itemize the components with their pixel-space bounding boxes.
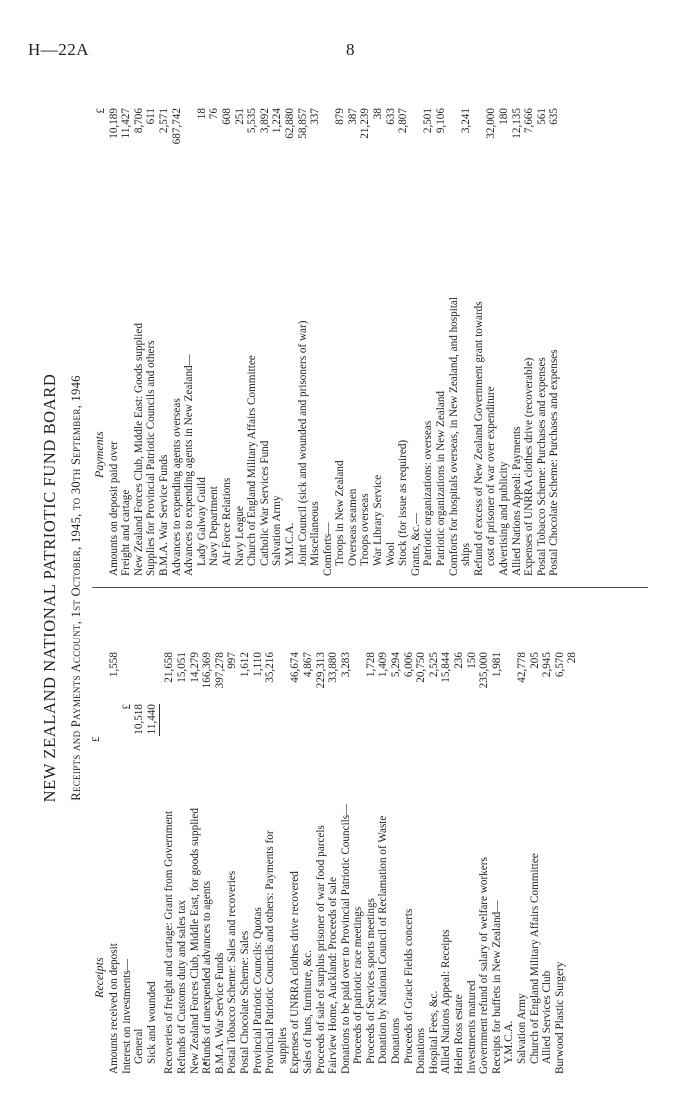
line-label: Fairview Home, Auckland: Proceeds of sale bbox=[327, 877, 340, 1074]
amount: 28 bbox=[566, 652, 579, 664]
receipt-row bbox=[365, 596, 378, 1074]
receipt-row bbox=[108, 596, 121, 1074]
amount: 633 bbox=[384, 108, 397, 125]
payment-row bbox=[422, 102, 435, 576]
line-label: Amounts on deposit paid over bbox=[107, 441, 120, 576]
line-label: Investments matured bbox=[465, 980, 478, 1074]
amount: 18 bbox=[195, 108, 208, 120]
column-divider bbox=[92, 587, 648, 588]
amount: 5,535 bbox=[246, 108, 259, 134]
amount: 6,006 bbox=[402, 652, 415, 678]
line-label: Miscellaneous bbox=[309, 501, 322, 566]
amount: 997 bbox=[226, 652, 239, 669]
receipt-row bbox=[163, 596, 176, 1074]
payment-row bbox=[511, 102, 524, 576]
amount: 1,409 bbox=[377, 652, 390, 678]
payment-row bbox=[359, 102, 372, 576]
line-label: Comforts for hospitals overseas, in New Zealand, and hospital bbox=[447, 296, 460, 576]
receipt-row bbox=[214, 596, 227, 1074]
line-label: Amounts received on deposit bbox=[108, 943, 120, 1074]
line-label: ships bbox=[460, 542, 473, 566]
line-label: Proceeds of Gracie Fields concerts bbox=[402, 908, 415, 1064]
amount: 8,706 bbox=[132, 108, 145, 134]
amount: 229,313 bbox=[314, 652, 327, 689]
line-label: cost of prisoner of war over expenditure bbox=[485, 386, 498, 566]
amount: 635 bbox=[548, 108, 561, 125]
line-label: Grants, &c.— bbox=[409, 512, 422, 576]
receipt-row bbox=[315, 596, 328, 1074]
receipt-row bbox=[403, 596, 416, 1074]
line-label: Allied Nations Appeal: Receipts bbox=[440, 929, 453, 1074]
amount: 21,658 bbox=[163, 652, 176, 683]
receipt-row bbox=[516, 596, 529, 1074]
sub-amount: £ bbox=[120, 704, 133, 710]
payment-row bbox=[120, 102, 133, 576]
line-label: Provincial Patriotic Councils and others: Payments for bbox=[264, 830, 277, 1074]
amount: 6,570 bbox=[553, 652, 566, 678]
sub-amount: 11,440 bbox=[145, 704, 158, 735]
payment-row bbox=[536, 102, 549, 576]
payment-row bbox=[334, 102, 347, 576]
amount: 1,558 bbox=[108, 652, 120, 678]
line-label: supplies bbox=[276, 1027, 289, 1064]
payments-column bbox=[92, 102, 561, 576]
receipt-row bbox=[146, 596, 159, 1074]
line-label: Proceeds of sale of surplus prisoner of war food parcels bbox=[314, 825, 327, 1074]
line-label: Postal Chocolate Scheme: Purchases and expenses bbox=[548, 349, 561, 576]
amount: 42,778 bbox=[516, 652, 528, 683]
amount: 608 bbox=[220, 108, 233, 125]
receipt-row bbox=[133, 596, 146, 1074]
amount: 337 bbox=[309, 108, 322, 125]
receipt-row bbox=[554, 596, 567, 1074]
line-label: Joint Council (sick and wounded and prisoners of war) bbox=[296, 320, 309, 566]
sub-amount: 10,518 bbox=[133, 704, 146, 735]
payment-row bbox=[548, 102, 561, 576]
payment-row bbox=[523, 102, 536, 576]
payment-row bbox=[322, 102, 335, 576]
line-label: Expenses of UNRRA clothes drive recovered bbox=[289, 871, 302, 1074]
line-label: Troops in New Zealand bbox=[334, 460, 347, 566]
amount: 251 bbox=[233, 108, 246, 125]
line-label: Proceeds of Services sports meetings bbox=[364, 898, 377, 1064]
line-label: Navy League bbox=[233, 506, 246, 566]
receipt-row bbox=[277, 596, 290, 1074]
amount: 21,239 bbox=[359, 108, 372, 139]
amount: 4,867 bbox=[301, 652, 314, 678]
receipt-row bbox=[390, 596, 403, 1074]
document-subtitle: Receipts and Payments Account, 1st October, 1945, to 30th September, 1946 bbox=[69, 375, 83, 801]
payment-row bbox=[145, 102, 158, 576]
page-reference: H—22A bbox=[28, 40, 90, 59]
line-label: Proceeds of patriotic race meetings bbox=[352, 906, 365, 1064]
line-label: Hospital Fees, &c. bbox=[427, 990, 440, 1074]
line-label: Government refund of salary of welfare workers bbox=[478, 857, 491, 1074]
line-label: Church of England Military Affairs Committee bbox=[246, 355, 259, 566]
amount: 687,742 bbox=[170, 108, 183, 145]
line-label: Postal Tobacco Scheme: Purchases and expenses bbox=[535, 357, 548, 576]
amount: 879 bbox=[334, 108, 347, 125]
line-label: Supplies for Provincial Patriotic Councils and others bbox=[145, 340, 158, 576]
amount: 2,501 bbox=[422, 108, 435, 134]
payment-row bbox=[271, 102, 284, 576]
receipt-row bbox=[415, 596, 428, 1074]
payment-row bbox=[246, 102, 259, 576]
receipt-row bbox=[302, 596, 315, 1074]
line-label: Church of England Military Affairs Committee bbox=[528, 853, 541, 1064]
line-label: Y.M.C.A. bbox=[503, 1020, 516, 1064]
amount: 3,283 bbox=[339, 652, 352, 678]
line-label: Wool bbox=[384, 542, 397, 566]
receipt-row bbox=[491, 596, 504, 1074]
amount: 2,571 bbox=[157, 108, 170, 134]
line-label: Burwood Plastic Surgery bbox=[553, 961, 566, 1074]
payment-row bbox=[485, 102, 498, 576]
payment-row bbox=[410, 102, 423, 576]
payment-row bbox=[498, 102, 511, 576]
line-label: Receipts for buffets in New Zealand— bbox=[490, 900, 503, 1074]
line-label: Interest on investments— bbox=[120, 959, 133, 1074]
amount: 2,807 bbox=[397, 108, 410, 134]
payment-row bbox=[397, 102, 410, 576]
receipt-row bbox=[189, 596, 202, 1074]
amount: 32,000 bbox=[485, 108, 498, 139]
receipt-row bbox=[466, 596, 479, 1074]
amount: 33,880 bbox=[327, 652, 340, 683]
line-label: Sick and wounded bbox=[145, 981, 158, 1064]
amount: 561 bbox=[535, 108, 548, 125]
subtotal-rule bbox=[159, 704, 160, 736]
payment-row bbox=[284, 102, 297, 576]
line-label: Expenses of UNRRA clothes drive (recoverable) bbox=[523, 357, 536, 576]
line-label: Recoveries of freight and cartage: Grant from Government bbox=[163, 810, 176, 1074]
amount: 15,051 bbox=[175, 652, 188, 683]
line-label: Donation by National Council of Reclamation of Waste bbox=[377, 815, 390, 1064]
line-label: Salvation Army bbox=[271, 495, 284, 566]
line-label: Troops overseas bbox=[359, 493, 372, 566]
line-label: Helen Ross estate bbox=[453, 994, 466, 1074]
amount: 7,666 bbox=[523, 108, 536, 134]
line-label: Patriotic organizations in New Zealand bbox=[435, 390, 448, 566]
amount: 58,857 bbox=[296, 108, 309, 139]
payment-row bbox=[385, 102, 398, 576]
amount: 150 bbox=[465, 652, 478, 669]
amount: 2,525 bbox=[427, 652, 440, 678]
payment-row bbox=[208, 102, 221, 576]
receipt-row bbox=[453, 596, 466, 1074]
line-label: Postal Tobacco Scheme: Sales and recoveries bbox=[226, 870, 239, 1074]
payment-row bbox=[196, 102, 209, 576]
payment-row bbox=[234, 102, 247, 576]
receipt-row bbox=[289, 596, 302, 1074]
line-label: General bbox=[133, 1028, 146, 1064]
amount: 76 bbox=[208, 108, 221, 120]
amount: 1,728 bbox=[364, 652, 377, 678]
receipt-row bbox=[264, 596, 277, 1074]
amount: 62,880 bbox=[283, 108, 296, 139]
amount: 11,427 bbox=[120, 108, 133, 139]
receipt-row bbox=[121, 596, 134, 1074]
line-label: Patriotic organizations: overseas bbox=[422, 420, 435, 566]
amount: 235,000 bbox=[478, 652, 491, 689]
payment-row bbox=[473, 102, 486, 576]
line-label: Sales of huts, furniture, &c. bbox=[301, 950, 314, 1074]
line-label: New Zealand Forces Club, Middle East, for goods supplied bbox=[188, 808, 201, 1074]
amount: 5,294 bbox=[390, 652, 403, 678]
amount: 38 bbox=[372, 108, 385, 120]
payment-row bbox=[372, 102, 385, 576]
payment-row bbox=[309, 102, 322, 576]
payment-row bbox=[259, 102, 272, 576]
line-label: Y.M.C.A. bbox=[283, 522, 296, 566]
receipt-row bbox=[352, 596, 365, 1074]
payment-row bbox=[221, 102, 234, 576]
amount: 10,189 bbox=[107, 108, 120, 139]
receipt-row bbox=[340, 596, 353, 1074]
amount: 387 bbox=[346, 108, 359, 125]
receipt-row bbox=[176, 596, 189, 1074]
amount: 397,278 bbox=[213, 652, 226, 689]
line-label: Advances to expending agents overseas bbox=[170, 398, 183, 576]
receipt-row bbox=[239, 596, 252, 1074]
document-title: NEW ZEALAND NATIONAL PATRIOTIC FUND BOARD bbox=[40, 373, 59, 803]
amount: 12,135 bbox=[510, 108, 523, 139]
amount: 1,110 bbox=[251, 652, 264, 677]
line-label: Freight and cartage bbox=[120, 489, 133, 576]
receipt-row bbox=[529, 596, 542, 1074]
receipt-row bbox=[541, 596, 554, 1074]
payment-row bbox=[448, 102, 461, 576]
receipts-heading: Receipts bbox=[92, 957, 106, 998]
amount: 180 bbox=[498, 108, 510, 125]
receipt-row bbox=[327, 596, 340, 1074]
amount: 166,369 bbox=[201, 652, 214, 689]
receipt-row bbox=[428, 596, 441, 1074]
receipt-row bbox=[226, 596, 239, 1074]
payment-row bbox=[92, 102, 108, 576]
line-label: Refunds of Customs duty and sales tax bbox=[175, 899, 188, 1074]
line-label: Air Force Relations bbox=[220, 477, 233, 566]
amount: £ bbox=[95, 108, 107, 114]
line-label: Donations bbox=[390, 1018, 403, 1064]
line-label: Refunds of unexpended advances to agents bbox=[201, 881, 214, 1074]
line-label: B.M.A. War Service Funds bbox=[157, 454, 170, 576]
line-label: Postal Chocolate Scheme: Sales bbox=[238, 930, 251, 1074]
line-label: Salvation Army bbox=[516, 993, 528, 1064]
payment-row bbox=[171, 102, 184, 576]
line-label: Lady Galway Guild bbox=[195, 477, 208, 566]
account-sheet bbox=[40, 98, 660, 1078]
line-label: Overseas seamen bbox=[346, 488, 359, 566]
amount: 3,892 bbox=[258, 108, 271, 134]
payment-row bbox=[435, 102, 448, 576]
amount: 236 bbox=[453, 652, 466, 669]
line-label: B.M.A. War Service Funds bbox=[213, 952, 226, 1074]
line-label: Allied Nations Appeal: Payments bbox=[510, 426, 523, 576]
payment-row bbox=[108, 102, 121, 576]
payment-row bbox=[460, 102, 473, 576]
amount: 20,750 bbox=[415, 652, 428, 683]
amount: 14,279 bbox=[188, 652, 201, 683]
receipt-row bbox=[478, 596, 491, 1074]
line-label: Advertising and publicity bbox=[498, 461, 510, 576]
amount: 35,216 bbox=[264, 652, 277, 683]
amount: 1,981 bbox=[490, 652, 503, 678]
payment-row bbox=[133, 102, 146, 576]
line-label: Advances to expending agents in New Zealand— bbox=[183, 354, 196, 576]
amount: 611 bbox=[145, 108, 158, 125]
line-label: New Zealand Forces Club, Middle East: Goods supplied bbox=[132, 323, 145, 576]
receipts-pound-heading: £ bbox=[90, 736, 102, 742]
line-label: War Library Service bbox=[372, 474, 385, 566]
line-label: Donations bbox=[415, 1028, 428, 1074]
payments-heading: Payments bbox=[92, 431, 106, 478]
amount: 15,844 bbox=[440, 652, 453, 683]
payment-row bbox=[297, 102, 310, 576]
amount: 9,106 bbox=[435, 108, 448, 134]
line-label: Allied Services Club bbox=[541, 970, 554, 1064]
line-label: Catholic War Services Fund bbox=[258, 440, 271, 566]
payment-row bbox=[158, 102, 171, 576]
receipt-row bbox=[377, 596, 390, 1074]
receipts-column bbox=[108, 596, 579, 1074]
receipt-row bbox=[440, 596, 453, 1074]
receipt-row bbox=[566, 596, 579, 1074]
line-label: Stock (for issue as required) bbox=[397, 439, 410, 566]
amount: 205 bbox=[528, 652, 541, 669]
receipt-row bbox=[201, 596, 214, 1074]
amount: 1,224 bbox=[271, 108, 284, 134]
receipt-row bbox=[503, 596, 516, 1074]
line-label: Comforts— bbox=[321, 522, 334, 576]
payment-row bbox=[347, 102, 360, 576]
amount: 1,612 bbox=[238, 652, 251, 678]
amount: 3,241 bbox=[460, 108, 473, 134]
line-label: Provincial Patriotic Councils: Quotas bbox=[251, 907, 264, 1074]
line-label: Navy Department bbox=[208, 486, 221, 566]
amount: 46,674 bbox=[289, 652, 302, 683]
line-label: Refund of excess of New Zealand Government grant towards bbox=[472, 301, 485, 576]
payment-row bbox=[183, 102, 196, 576]
line-label: Donations to be paid over to Provincial Patriotic Councils— bbox=[339, 803, 352, 1074]
receipt-row bbox=[252, 596, 265, 1074]
amount: 2,945 bbox=[541, 652, 554, 678]
page-number: 8 bbox=[346, 40, 355, 59]
